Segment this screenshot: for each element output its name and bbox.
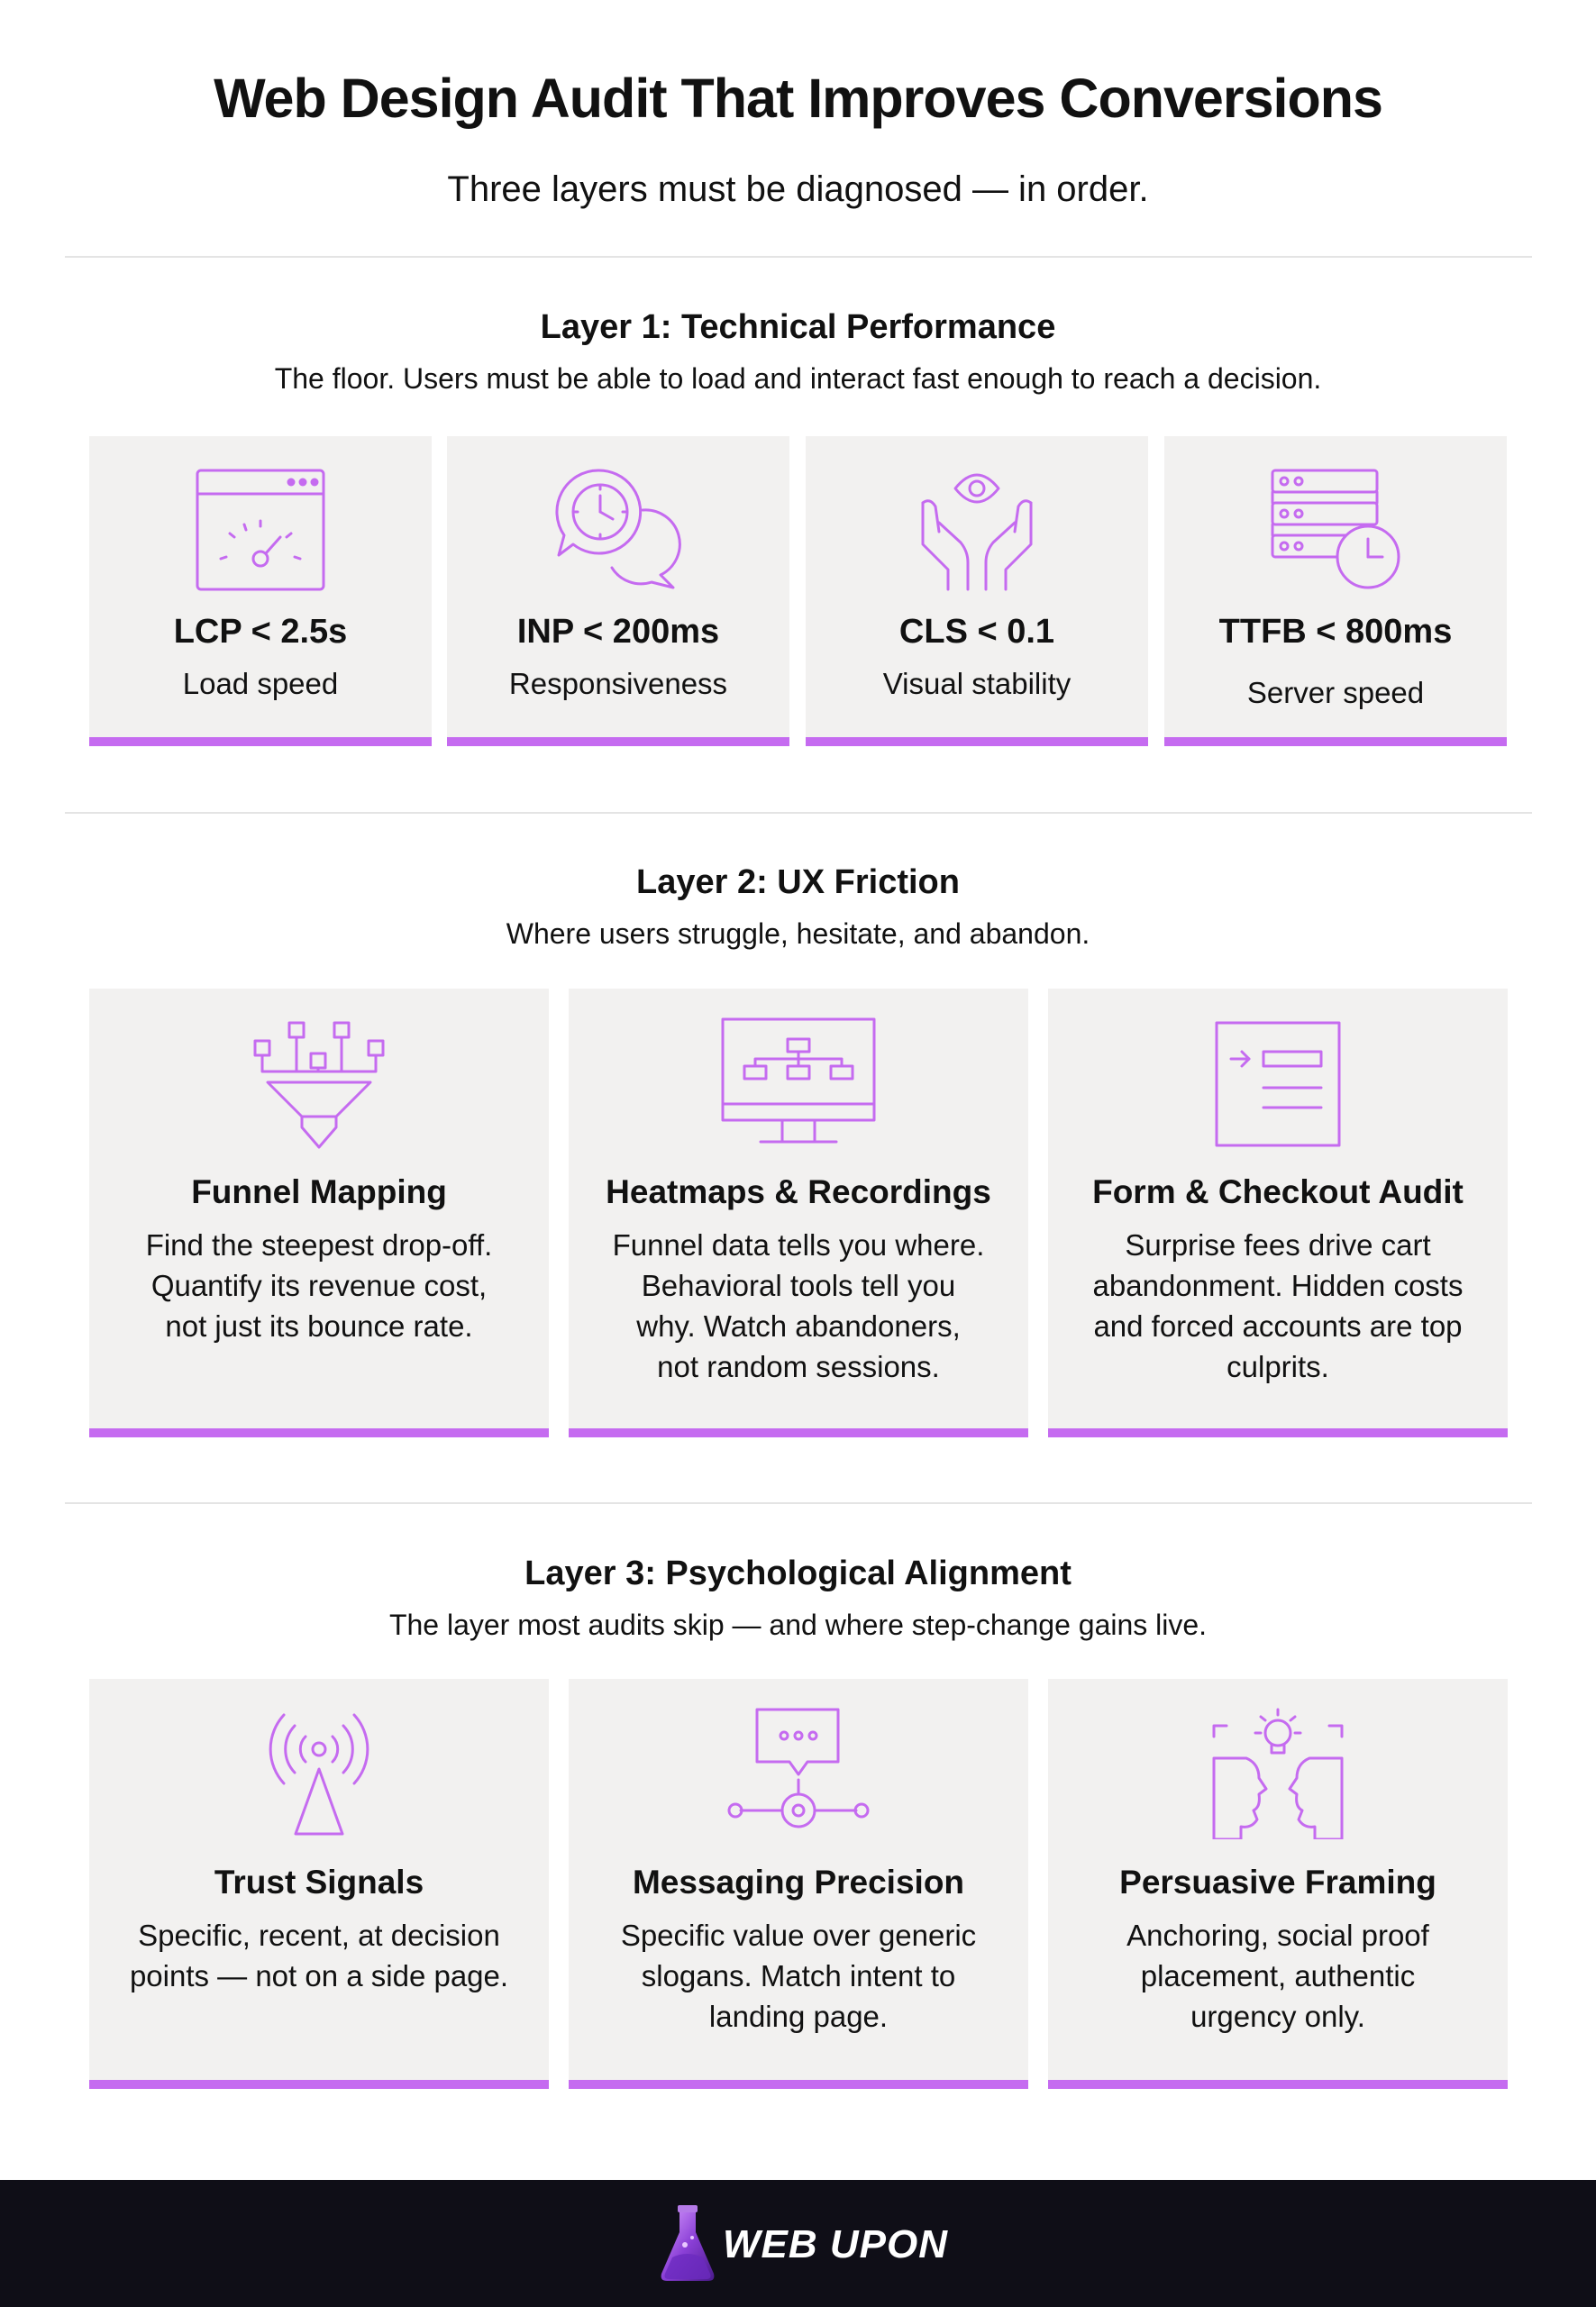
flask-icon [660,2202,716,2289]
section-divider [65,256,1532,258]
text-line: Specific value over generic [620,1919,977,1952]
text-line: not just its bounce rate. [165,1309,473,1343]
broadcast-signal-icon [260,1710,378,1839]
text-line: Specific, recent, at decision [138,1919,500,1952]
metric-card-lcp [89,436,432,746]
card-funnel-mapping [89,989,549,1437]
footer [0,2180,1596,2307]
card-persuasive-framing [1048,1679,1508,2089]
layer2-description: Where users struggle, hesitate, and abandon. [506,917,1090,950]
brand-name: WEB UPON [723,2222,948,2266]
page-title: Web Design Audit That Improves Conversions [214,68,1382,129]
metric-label: Responsiveness [508,667,728,700]
metric-value: CLS < 0.1 [898,613,1055,651]
server-clock-icon [1269,467,1402,593]
text-line: why. Watch abandoners, [636,1309,961,1343]
text-line: Funnel data tells you where. [612,1228,985,1262]
text-line: Anchoring, social proof [1126,1919,1429,1952]
text-line: points — not on a side page. [129,1959,509,1992]
text-line: placement, authentic [1140,1959,1416,1992]
card-heatmaps-recordings [569,989,1028,1437]
faces-idea-icon [1210,1706,1345,1839]
card-messaging-precision [569,1679,1028,2089]
layer3-description: The layer most audits skip — and where step-change gains live. [388,1609,1208,1641]
text-line: landing page. [708,2000,889,2033]
metric-card-ttfb [1164,436,1507,746]
brand-logo[interactable] [660,2203,948,2286]
card-description [109,1225,529,1346]
text-line: culprits. [1227,1350,1329,1383]
card-form-checkout-audit [1048,989,1508,1437]
card-title: Trust Signals [214,1864,424,1901]
card-title: Heatmaps & Recordings [606,1173,991,1210]
card-title: Funnel Mapping [191,1173,447,1210]
card-trust-signals [89,1679,549,2089]
layer2-title: Layer 2: UX Friction [636,863,960,901]
layer1-title: Layer 1: Technical Performance [540,308,1056,346]
form-document-icon [1213,1019,1343,1149]
metric-card-inp [447,436,789,746]
clock-chat-icon [555,467,681,593]
text-line: Find the steepest drop-off. [145,1228,493,1262]
metric-label: Load speed [182,667,339,700]
layer1-description: The floor. Users must be able to load and interact fast enough to reach a decision. [274,362,1322,395]
speedometer-browser-icon [194,467,327,593]
card-description [588,1915,1008,2037]
card-title: Messaging Precision [632,1864,965,1901]
message-network-icon [726,1706,871,1839]
text-line: Quantify its revenue cost, [150,1269,488,1302]
text-line: abandonment. Hidden costs [1092,1269,1464,1302]
metric-value: TTFB < 800ms [1218,613,1453,651]
section-divider [65,1502,1532,1504]
page-subtitle: Three layers must be diagnosed — in order. [447,169,1149,209]
text-line: not random sessions. [657,1350,940,1383]
metric-label: Visual stability [882,667,1072,700]
metric-value: INP < 200ms [516,613,720,651]
text-line: Surprise fees drive cart [1125,1228,1431,1262]
text-line: urgency only. [1190,2000,1365,2033]
metric-card-cls [806,436,1148,746]
layer3-title: Layer 3: Psychological Alignment [524,1555,1072,1592]
card-description [109,1915,529,1996]
section-divider [65,812,1532,814]
card-title: Form & Checkout Audit [1092,1173,1464,1210]
metric-label: Server speed [1246,676,1425,709]
card-description [588,1225,1008,1387]
card-description [1068,1225,1488,1387]
card-title: Persuasive Framing [1119,1864,1436,1901]
text-line: Behavioral tools tell you [641,1269,956,1302]
card-description [1068,1915,1488,2037]
text-line: and forced accounts are top [1093,1309,1463,1343]
funnel-icon [251,1019,387,1154]
text-line: slogans. Match intent to [641,1959,956,1992]
metric-value: LCP < 2.5s [173,613,348,651]
monitor-sitemap-icon [719,1016,878,1147]
eye-hands-icon [914,467,1040,593]
